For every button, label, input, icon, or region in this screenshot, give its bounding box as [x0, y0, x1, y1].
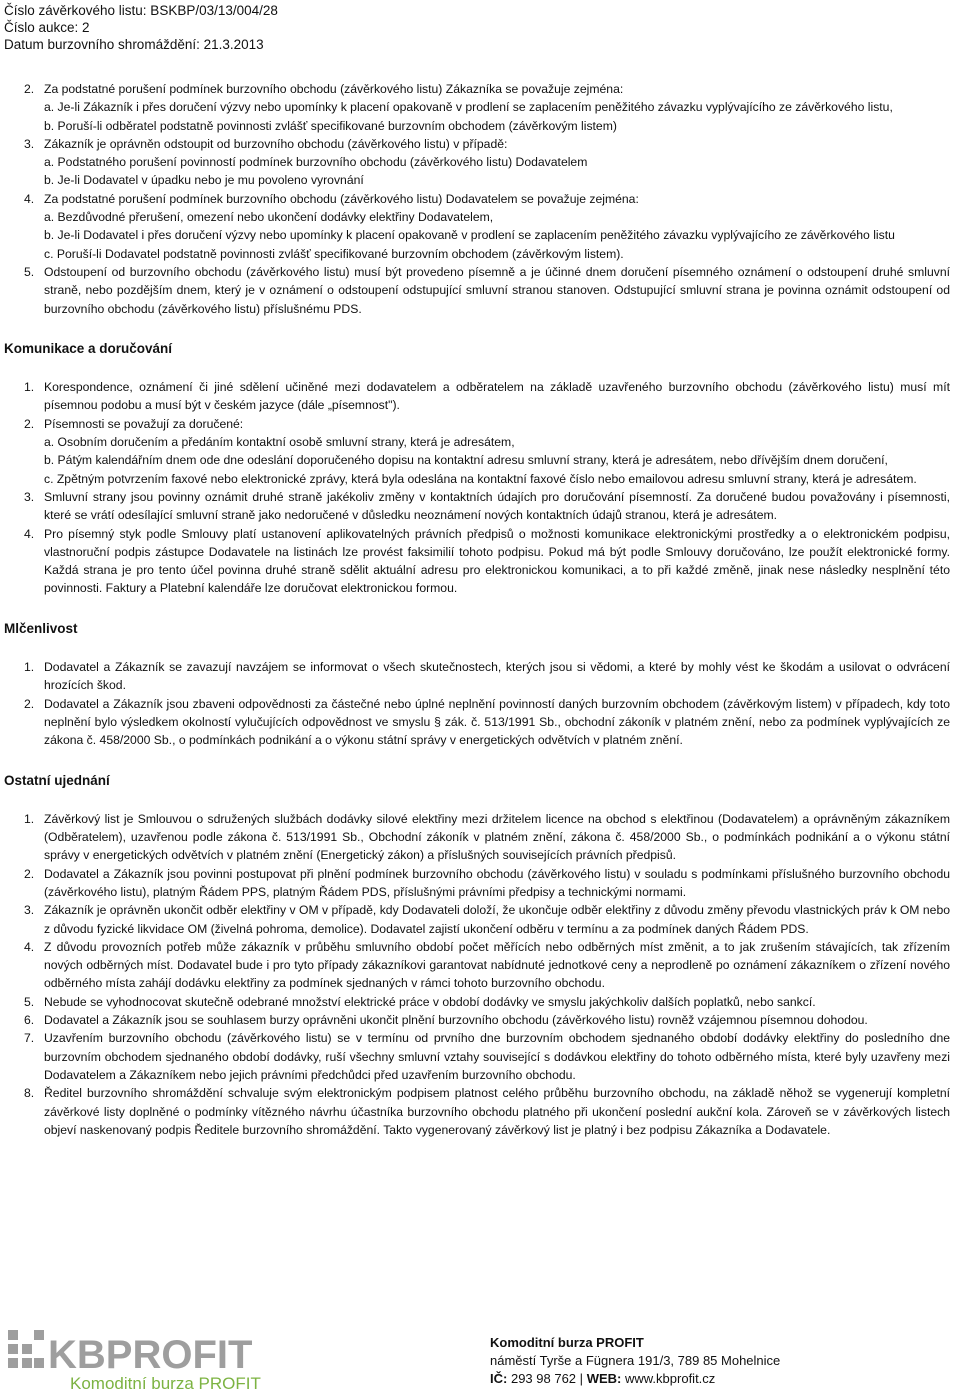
- list-item: 8. Ředitel burzovního shromáždění schvaluje svým elektronickým podpisem platnost celého průběhu burzovního obchodu, na základě něhož se vygenerují kompletní závěrkové listy doplněné o podmínky vítězného návrhu účastníka burzovního obchodu platného při ukončení poslední aukční kola. Zároveň se v závěrkových listech objeví naskenovaný podpis Ředitele burzovního shromáždění. Takto vygenerovaný závěrkový list je platný i bez podpisu Zákazníka a Dodavatele.: [24, 1086, 950, 1137]
- section-title-communication: Komunikace a doručování: [4, 340, 173, 356]
- list-item: 3. Zákazník je oprávněn ukončit odběr elektřiny v OM v případě, kdy Dodavateli doloží, že ukončuje odběr elektřiny z důvodu změny převodu vlastnických práv k OM nebo z důvodu fyzické likvidace OM (živelná pohroma, demolice). Dodavatel zajistí ukončení odběru v termínu a za podmínek daných Řádem PDS.: [24, 903, 950, 936]
- company-address: náměstí Tyrše a Fügnera 191/3, 789 85 Mohelnice: [490, 1353, 781, 1368]
- sub-item: b. Poruší-li odběratel podstatně povinnosti zvlášť specifikované burzovním obchodem (závěrkovým listem): [44, 118, 617, 133]
- footer-contact: [490, 1334, 780, 1388]
- company-name: Komoditní burza PROFIT: [490, 1335, 644, 1350]
- logo-tagline: Komoditní burza PROFIT: [70, 1374, 261, 1392]
- sub-item: b. Pátým kalendářním dnem ode dne odeslání doporučeného dopisu na kontaktní adresu smluvní strany, která je adresátem, nebo dřívějším dnem doručení,: [44, 453, 888, 468]
- sub-item: a. Podstatného porušení povinností podmínek burzovního obchodu (závěrkového listu) Dodavatelem: [44, 155, 588, 170]
- list-item: 4. Z důvodu provozních potřeb může zákazník v průběhu smluvního období počet měřících nebo odběrných míst změnit, a to jak zrušením stávajících, tak zřízením nových odběrných míst. Dodavatel bude i pro tyto případy zákazníkovi garantovat nabídnuté jednotkové ceny a neprodleně po oznámení zákazníkem o zřízení nového odběrného místa zahájí dodávku elektřiny za podmínek sjednaných v rámci tohoto burzovního obchodu.: [24, 939, 950, 991]
- section-title-confidentiality: Mlčenlivost: [4, 620, 78, 636]
- sub-item: a. Je-li Zákazník i přes doručení výzvy nebo upomínky k placení opakovaně v prodlení se zaplacením peněžitého závazku vyplývajícího ze závěrkového listu,: [44, 100, 893, 115]
- list-item: 3. Smluvní strany jsou povinny oznámit druhé straně jakékoliv změny v kontaktních údajích pro doručování písemností. Za doručené budou považovány i písemnosti, které se vrátí odesílající smluvní straně jako nedoručené v důsledku neoznámení nových kontaktních údajů stranou, která je adresátem.: [24, 489, 950, 523]
- website-link[interactable]: www.kbprofit.cz: [624, 1371, 716, 1386]
- list-item: 2. Za podstatné porušení podmínek burzovního obchodu (závěrkového listu) Zákazníka se považuje zejména:: [24, 82, 624, 96]
- sub-item: c. Zpětným potvrzením faxové nebo elektronické zprávy, která byla odeslána na kontaktní faxové číslo nebo emailovou adresu smluvní strany, která je adresátem.: [44, 471, 917, 486]
- list-item: 1. Závěrkový list je Smlouvou o sdružených službách dodávky silové elektřiny mezi držitelem licence na obchod s elektřinou (Dodavatelem) a oprávněným zákazníkem (Odběratelem), uzavřenou podle zákona č. 513/1991 Sb., Obchodní zákoník v platném znění, zákona č. 458/2000 Sb., o podmínkách podnikání a o výkonu státní správy v energetických odvětvích v platném znění (Energetický zákon) a příslušných souvisejících právních předpisů.: [24, 811, 950, 863]
- sub-item: b. Je-li Dodavatel i přes doručení výzvy nebo upomínky k placení opakovaně v prodlení se zaplacením peněžitého závazku vyplývajícího ze závěrkového listu: [44, 228, 895, 243]
- list-item: 2. Dodavatel a Zákazník jsou povinni postupovat při plnění podmínek burzovního obchodu (závěrkového listu) v souladu s podmínkami příslušného burzovního obchodu (závěrkového listu), platným Řádem PPS, platným Řádem PDS, příslušnými právními předpisy a technickými normami.: [24, 866, 950, 899]
- list-item: 6. Dodavatel a Zákazník jsou se souhlasem burzy oprávněni ukončit plnění burzovního obchodu (závěrkového listu) rovněž vzájemnou písemnou dohodou.: [24, 1013, 868, 1028]
- contract-number: Číslo závěrkového listu: BSKBP/03/13/004/28: [4, 3, 278, 18]
- logo-mark-icon: [4, 1328, 304, 1392]
- list-item: 1. Korespondence, oznámení či jiné sdělení učiněné mezi dodavatelem a odběratelem na základě uzavřeného burzovního obchodu (závěrkového listu) musí mít písemnou podobu a musí být v českém jazyce (dále „písemnost").: [24, 380, 950, 413]
- session-date: Datum burzovního shromáždění: 21.3.2013: [4, 37, 264, 52]
- document-header: [4, 2, 278, 53]
- sub-item: c. Poruší-li Dodavatel podstatně povinnosti zvlášť specifikované burzovním obchodem (závěrkovým listem).: [44, 246, 624, 261]
- list-item: 2. Dodavatel a Zákazník jsou zbaveni odpovědnosti za částečné nebo úplné neplnění povinností daných burzovním obchodem (závěrkovým listem) v případech, kdy toto neplnění bylo výsledkem okolností vylučujících odpovědnost ve smyslu § zák. č. 513/1991 Sb., obchodní zákoník v platném znění, nebo za podmínek vyplývajících ze zákona č. 458/2000 Sb., o podmínkách podnikání a o výkonu státní správy v energetických odvětvích v platném znění.: [24, 696, 950, 748]
- sub-item: a. Bezdůvodné přerušení, omezení nebo ukončení dodávky elektřiny Dodavatelem,: [44, 210, 494, 225]
- sub-item: a. Osobním doručením a předáním kontaktní osobě smluvní strany, která je adresátem,: [44, 435, 515, 450]
- list-item: 2. Písemnosti se považují za doručené:: [24, 416, 244, 431]
- sub-item: b. Je-li Dodavatel v úpadku nebo je mu povoleno vyrovnání: [44, 173, 364, 188]
- list-item: 7. Uzavřením burzovního obchodu (závěrkového listu) se v termínu od prvního dne burzovním obchodem sjednaného období dodávky elektřiny do posledního dne burzovním obchodem sjednaného období dodávky, ruší všechny smluvní vztahy související s dodávkou elektřiny do tohoto odběrného místa, které byly uzavřeny mezi Dodavatelem a Zákazníkem nebo jejich právními předchůdci před uzavřením burzovního obchodu.: [24, 1031, 950, 1082]
- document-body: [4, 80, 950, 1139]
- kbprofit-logo: [4, 1328, 304, 1392]
- section-title-other: Ostatní ujednání: [4, 772, 110, 788]
- list-item: 1. Dodavatel a Zákazník se zavazují navzájem se informovat o všech skutečnostech, kterých jsou si vědomi, a které by mohly vést ke škodám a usilovat o odvrácení hrozících škod.: [24, 660, 950, 693]
- company-ids: IČ: 293 98 762 | WEB: www.kbprofit.cz: [490, 1371, 716, 1386]
- list-item: 3. Zákazník je oprávněn odstoupit od burzovního obchodu (závěrkového listu) v případě:: [24, 136, 508, 151]
- list-item: 4. Pro písemný styk podle Smlouvy platí ustanovení aplikovatelných právních předpisů o možnosti komunikace elektronickými prostředky a o elektronickém podpisu, vlastnoruční podpis zástupce Dodavatele na listinách lze provést faksimilií tohoto podpisu. Pokud má být podle Smlouvy doručováno, lze použít elektronické formy. Každá strana je pro tento účel povinna druhé straně sdělit aktuální adresu pro elektronickou komunikaci, a to při každé změně, jinak nese následky nesplnění této povinnosti. Faktury a Platební kalendáře lze doručovat elektronickou formou.: [24, 526, 950, 596]
- list-item: 4. Za podstatné porušení podmínek burzovního obchodu (závěrkového listu) Dodavatelem se považuje zejména:: [24, 191, 639, 206]
- list-item: 5. Nebude se vyhodnocovat skutečně odebrané množství elektrické práce v období dodávky ve smyslu jakýchkoliv dalších poplatků, nebo sankcí.: [24, 994, 816, 1009]
- auction-number: Číslo aukce: 2: [4, 20, 90, 35]
- logo-wordmark: KBPROFIT: [48, 1333, 253, 1377]
- list-item: 5. Odstoupení od burzovního obchodu (závěrkového listu) musí být provedeno písemně a je účinné dnem doručení písemného oznámení o odstoupení druhé smluvní straně, nebo pozdějším dnem, který je v oznámení o odstoupení odstupující smluvní stranou stanoven. Odstupující smluvní strana je povinna oznámit odstoupení od burzovního obchodu (závěrkového listu) příslušnému PDS.: [24, 264, 950, 316]
